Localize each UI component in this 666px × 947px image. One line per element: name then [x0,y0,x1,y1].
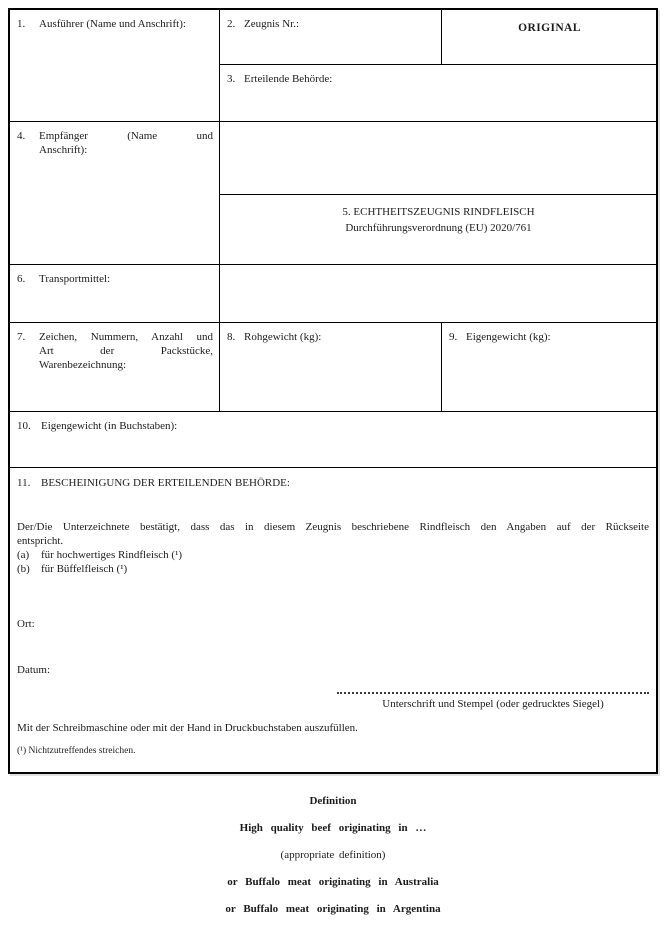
field-number: 4. [17,130,26,142]
field-number: 7. [17,331,26,343]
field-5-certificate-title [220,195,656,265]
definition-line-appropriate-definition: (appropriate definition) [280,849,386,861]
option-a [17,548,649,562]
fill-instruction: Mit der Schreibmaschine oder mit der Hand in Druckbuchstaben auszufüllen. [17,722,358,734]
field-label: Transportmittel: [39,273,111,285]
field-6-means-of-transport [10,265,220,323]
field-label-line: Art der Packstücke, [39,345,213,357]
field-label: Eigengewicht (in Buchstaben): [41,420,178,432]
definition-heading: Definition [309,795,357,807]
field-1-exporter [10,10,220,122]
certificate-form-table [8,8,658,774]
field-number: 6. [17,273,26,285]
signature-block [337,692,649,711]
option-text: für hochwertiges Rindfleisch (¹) [41,549,183,561]
original-cell [442,10,656,65]
field-2-certificate-number [220,10,442,65]
date-label: Datum: [17,664,50,676]
definition-line-buffalo-argentina: or Buffalo meat originating in Argentina [225,903,441,915]
signature-caption: Unterschrift und Stempel (oder gedrucktes Siegel) [382,698,604,710]
field-label-line: Anschrift): [39,144,88,156]
original-badge: ORIGINAL [518,22,581,34]
field-label: Ausführer (Name und Anschrift): [39,18,186,30]
empty-cell [220,122,656,195]
field-11-attestation [10,468,656,772]
field-label-line: Empfänger (Name und [39,130,213,142]
statement-line: Der/Die Unterzeichnete bestätigt, dass das in diesem Zeugnis beschriebene Rindfleisch den Angaben auf der Rückseite [17,521,649,533]
field-number: 11. [17,477,31,489]
field-9-net-weight [442,323,656,412]
field-label-line: Zeichen, Nummern, Anzahl und [39,331,213,343]
certificate-regulation: Durchführungsverordnung (EU) 2020/761 [345,222,532,234]
definition-section [0,774,666,916]
statement-line: entspricht. [17,535,64,547]
field-number: 1. [17,18,26,30]
field-label-line: Warenbezeichnung: [39,359,127,371]
field-number: 8. [227,331,236,343]
field-8-gross-weight [220,323,442,412]
option-marker: (b) [17,563,30,575]
field-4-consignee [10,122,220,265]
field-number: 3. [227,73,236,85]
option-text: für Büffelfleisch (¹) [41,563,128,575]
footnote: (¹) Nichtzutreffendes streichen. [17,746,136,756]
definition-line-buffalo-australia: or Buffalo meat originating in Australia [227,876,439,888]
field-label: Erteilende Behörde: [244,73,333,85]
option-b [17,562,649,576]
place-label: Ort: [17,618,35,630]
option-marker: (a) [17,549,30,561]
field-label: Eigengewicht (kg): [466,331,551,343]
field-number: 10. [17,420,31,432]
definition-line-high-quality-beef: High quality beef originating in … [239,822,427,834]
attestation-heading: BESCHEINIGUNG DER ERTEILENDEN BEHÖRDE: [41,477,290,489]
field-number: 9. [449,331,458,343]
empty-cell [220,265,656,323]
field-label: Rohgewicht (kg): [244,331,322,343]
field-7-marks-numbers-packages [10,323,220,412]
field-10-net-weight-in-words [10,412,656,468]
certificate-title: 5. ECHTHEITSZEUGNIS RINDFLEISCH [342,206,535,218]
attestation-statement [17,520,649,548]
field-number: 2. [227,18,236,30]
field-label: Zeugnis Nr.: [244,18,299,30]
field-3-issuing-authority [220,65,656,122]
